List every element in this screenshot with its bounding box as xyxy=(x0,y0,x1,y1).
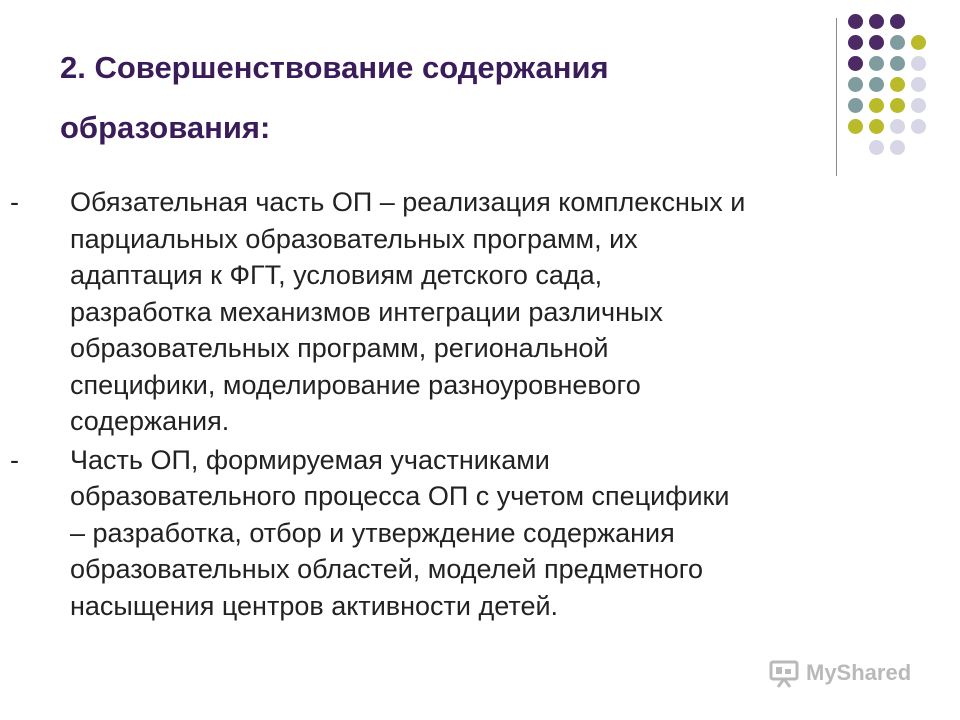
decorative-dot xyxy=(869,119,884,134)
decorative-dot xyxy=(869,14,884,29)
decorative-dot xyxy=(911,119,926,134)
list-item-text: Обязательная часть ОП – реализация комплексных и парциальных образовательных программ, их адаптация к ФГТ, условиям детского сада, разработка механизмов интеграции различных образовательных программ, региональной специфики, моделирование разноуровневого содержания. xyxy=(70,187,746,436)
decorative-dot xyxy=(890,98,905,113)
title-line-1: 2. Совершенствование содержания xyxy=(60,50,609,85)
decorative-dot xyxy=(890,14,905,29)
content-list xyxy=(10,184,910,626)
decorative-dot xyxy=(869,56,884,71)
decorative-dot xyxy=(848,35,863,50)
watermark-text: MyShared xyxy=(806,660,912,685)
decorative-dot xyxy=(848,77,863,92)
decorative-dot xyxy=(848,98,863,113)
decorative-dot xyxy=(848,14,863,29)
decorative-dot xyxy=(890,56,905,71)
decorative-dot xyxy=(869,35,884,50)
decorative-dot xyxy=(869,98,884,113)
slide-title xyxy=(60,38,800,158)
list-item-text: Часть ОП, формируемая участниками образовательного процесса ОП с учетом специфики – разработка, отбор и утверждение содержания образовательных областей, моделей предметного насыщения центров активности детей. xyxy=(70,444,730,621)
decorative-dot xyxy=(911,77,926,92)
decorative-dot xyxy=(848,56,863,71)
decorative-dot xyxy=(890,119,905,134)
title-line-2: образования: xyxy=(60,110,271,145)
dash-bullet: - xyxy=(10,187,19,217)
decorative-divider xyxy=(836,18,837,176)
decorative-dot-grid xyxy=(848,14,948,164)
decorative-dot xyxy=(848,119,863,134)
watermark xyxy=(768,656,911,690)
dash-bullet: - xyxy=(10,444,19,475)
decorative-dot xyxy=(890,140,905,155)
decorative-dot xyxy=(911,98,926,113)
decorative-dot xyxy=(911,56,926,71)
list-item xyxy=(10,442,910,625)
decorative-dot xyxy=(869,140,884,155)
decorative-dot xyxy=(869,77,884,92)
decorative-dot xyxy=(911,35,926,50)
decorative-dot xyxy=(890,77,905,92)
decorative-dot xyxy=(890,35,905,50)
presentation-board-icon xyxy=(768,657,800,689)
list-item xyxy=(10,184,910,440)
